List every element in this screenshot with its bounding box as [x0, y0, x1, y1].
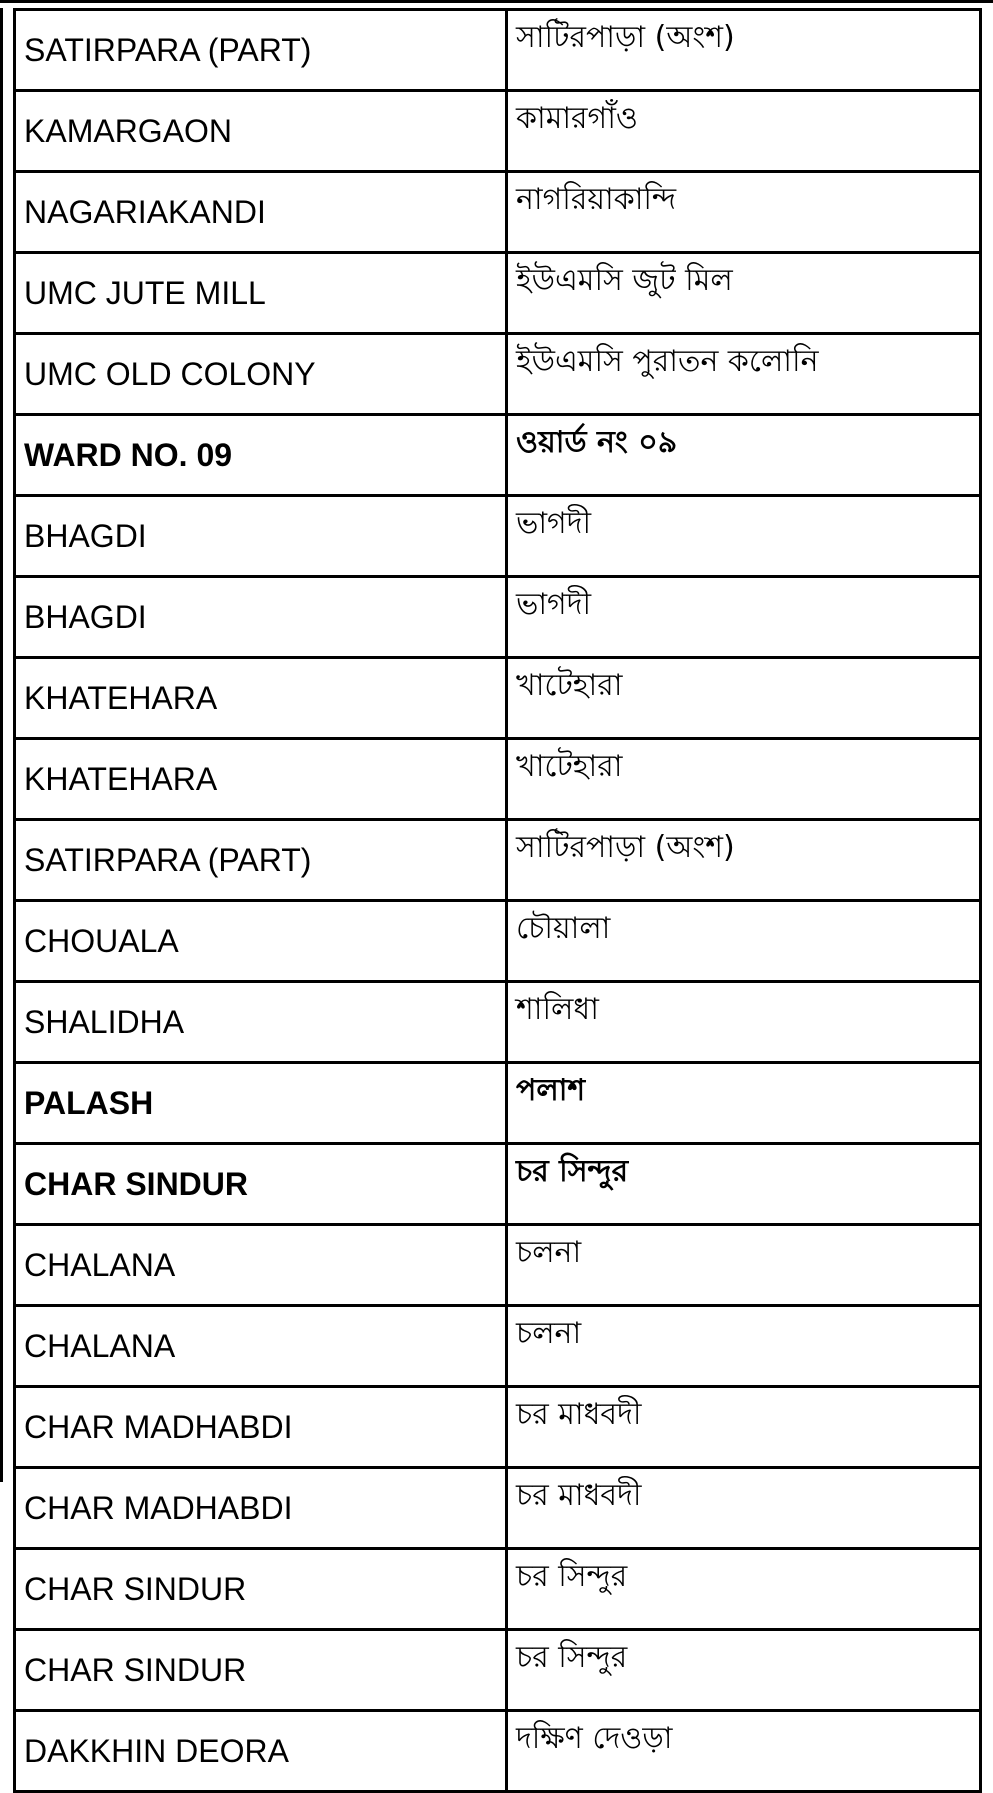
- english-name-cell: UMC JUTE MILL: [15, 253, 507, 334]
- bengali-name-cell: খাটেহারা: [507, 739, 981, 820]
- bengali-name-cell: নাগরিয়াকান্দি: [507, 172, 981, 253]
- english-name-cell: CHAR SINDUR: [15, 1549, 507, 1630]
- english-name-cell: DAKKHIN DEORA: [15, 1711, 507, 1792]
- table-row: [15, 10, 981, 91]
- bengali-name-cell: চলনা: [507, 1225, 981, 1306]
- table-row: [15, 577, 981, 658]
- bengali-name-cell: চর সিন্দুর: [507, 1630, 981, 1711]
- table-row: [15, 91, 981, 172]
- english-name-cell: CHAR MADHABDI: [15, 1468, 507, 1549]
- table-row: [15, 1711, 981, 1792]
- english-name-cell: SATIRPARA (PART): [15, 10, 507, 91]
- english-name-cell: KAMARGAON: [15, 91, 507, 172]
- table-row: [15, 901, 981, 982]
- table-row: [15, 658, 981, 739]
- bengali-name-cell: ওয়ার্ড নং ০৯: [507, 415, 981, 496]
- english-name-cell: KHATEHARA: [15, 658, 507, 739]
- table-row: [15, 1144, 981, 1225]
- english-name-cell: SHALIDHA: [15, 982, 507, 1063]
- english-name-cell: CHALANA: [15, 1306, 507, 1387]
- bengali-name-cell: শালিধা: [507, 982, 981, 1063]
- english-name-cell: CHALANA: [15, 1225, 507, 1306]
- english-name-cell: BHAGDI: [15, 496, 507, 577]
- english-name-cell: KHATEHARA: [15, 739, 507, 820]
- table-row: [15, 739, 981, 820]
- english-name-cell: CHAR MADHABDI: [15, 1387, 507, 1468]
- english-name-cell: NAGARIAKANDI: [15, 172, 507, 253]
- english-name-cell: PALASH: [15, 1063, 507, 1144]
- table-row: [15, 820, 981, 901]
- table-row: [15, 253, 981, 334]
- bengali-name-cell: চর মাধবদী: [507, 1468, 981, 1549]
- table-row: [15, 1225, 981, 1306]
- english-name-cell: CHAR SINDUR: [15, 1630, 507, 1711]
- bengali-name-cell: ইউএমসি জুট মিল: [507, 253, 981, 334]
- table-row: [15, 496, 981, 577]
- table-row: [15, 415, 981, 496]
- bengali-name-cell: সাটিরপাড়া (অংশ): [507, 820, 981, 901]
- english-name-cell: SATIRPARA (PART): [15, 820, 507, 901]
- bengali-name-cell: সাটিরপাড়া (অংশ): [507, 10, 981, 91]
- bengali-name-cell: ভাগদী: [507, 577, 981, 658]
- bengali-name-cell: খাটেহারা: [507, 658, 981, 739]
- table-row: [15, 172, 981, 253]
- bengali-name-cell: চর সিন্দুর: [507, 1144, 981, 1225]
- place-names-table: [13, 8, 982, 1793]
- english-name-cell: WARD NO. 09: [15, 415, 507, 496]
- table-row: [15, 1630, 981, 1711]
- table-row: [15, 334, 981, 415]
- english-name-cell: BHAGDI: [15, 577, 507, 658]
- bengali-name-cell: চলনা: [507, 1306, 981, 1387]
- table-row: [15, 982, 981, 1063]
- english-name-cell: CHAR SINDUR: [15, 1144, 507, 1225]
- table-row: [15, 1063, 981, 1144]
- english-name-cell: CHOUALA: [15, 901, 507, 982]
- bengali-name-cell: চর মাধবদী: [507, 1387, 981, 1468]
- bengali-name-cell: দক্ষিণ দেওড়া: [507, 1711, 981, 1792]
- bengali-name-cell: চৌয়ালা: [507, 901, 981, 982]
- table-row: [15, 1306, 981, 1387]
- bengali-name-cell: ভাগদী: [507, 496, 981, 577]
- english-name-cell: UMC OLD COLONY: [15, 334, 507, 415]
- bengali-name-cell: ইউএমসি পুরাতন কলোনি: [507, 334, 981, 415]
- table-row: [15, 1468, 981, 1549]
- bengali-name-cell: পলাশ: [507, 1063, 981, 1144]
- left-border-line: [0, 8, 3, 1482]
- table-row: [15, 1387, 981, 1468]
- table-row: [15, 1549, 981, 1630]
- top-border-line: [0, 0, 993, 3]
- bengali-name-cell: কামারগাঁও: [507, 91, 981, 172]
- table-body: [15, 10, 981, 1792]
- bengali-name-cell: চর সিন্দুর: [507, 1549, 981, 1630]
